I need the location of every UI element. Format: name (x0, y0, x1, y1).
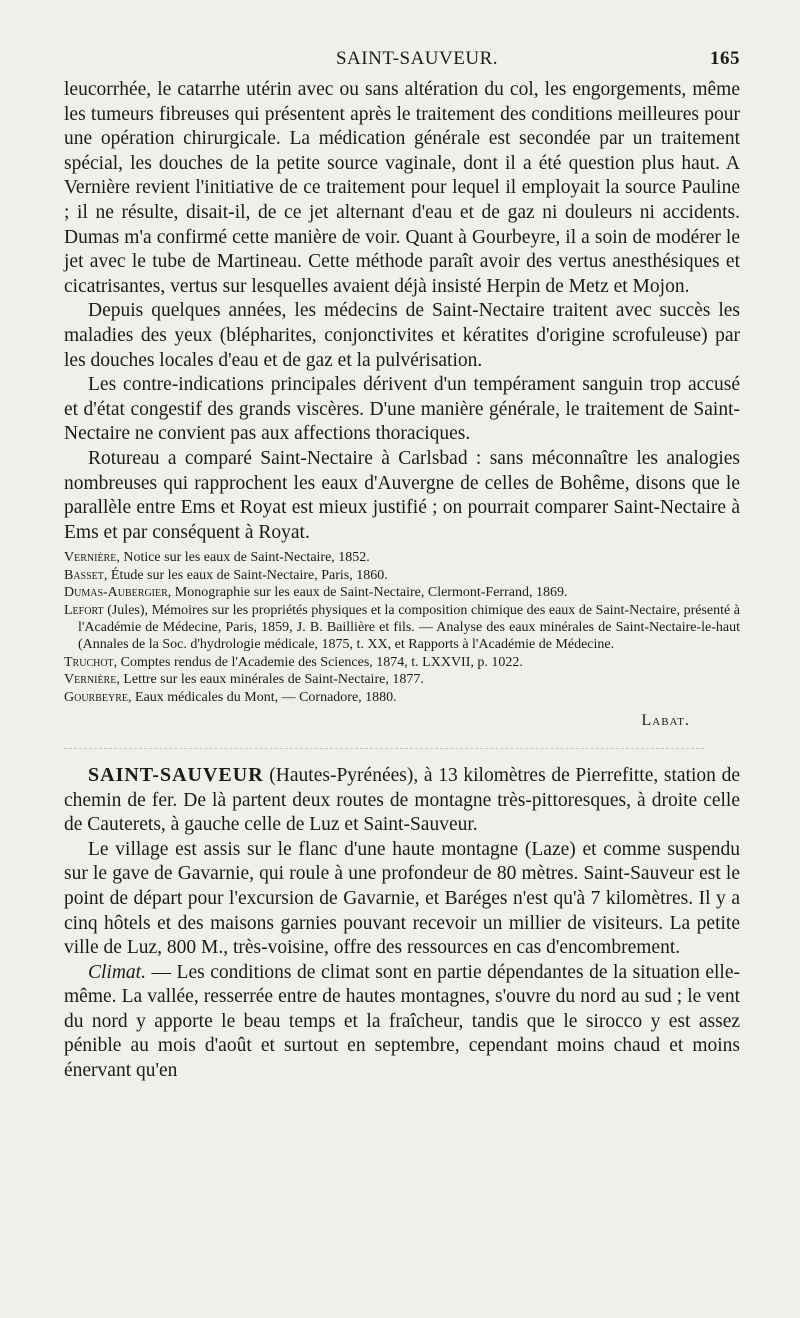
author-signature: Labat. (641, 711, 690, 729)
running-title: SAINT-SAUVEUR. (335, 48, 498, 69)
paragraph-3: Les contre-indications principales dérivent d'un tempérament sanguin trop accusé et d'état congestif des grands viscères. D'une manière générale, le traitement de Saint-Nectaire ne convient pas aux affections thoraciques. (64, 374, 740, 445)
section-divider (64, 748, 704, 749)
reference-item: Basset, Étude sur les eaux de Saint-Nectaire, Paris, 1860. (64, 567, 388, 583)
reference-item: Truchot, Comptes rendus de l'Academie des Sciences, 1874, t. LXXVII, p. 1022. (64, 654, 523, 670)
reference-item: Lefort (Jules), Mémoires sur les propriétés physiques et la composition chimique des eaux de Saint-Nectaire, présenté à l'Académie de Médecine, Paris, 1859, J. B. Baillière et fils. — Analyse des eaux minérales de Saint-Nectaire-le-haut (Annales de la Soc. d'hydrologie médicale, 1875, t. XX, et Rapports à l'Académie de Médecine. (64, 602, 740, 653)
entry-lead-paragraph: SAINT-SAUVEUR (Hautes-Pyrénées), à 13 kilomètres de Pierrefitte, station de chemin de fer. De là partent deux routes de montagne très-pittoresques, à droite celle de Cauterets, à gauche celle de Luz et Saint-Sauveur. (64, 763, 740, 836)
paragraph-1: leucorrhée, le catarrhe utérin avec ou sans altération du col, les engorgements, même les tumeurs fibreuses qui présentent après le traitement des conditions meilleures pour une opération chirurgicale. La médication générale est secondée par un traitement spécial, les douches de la petite source vaginale, dont il a été question plus haut. A Vernière revient l'initiative de ce traitement pour lequel il employait la source Pauline ; il ne résulte, disait-il, de ce jet alternant d'eau et de gaz ni douleurs ni accidents. Dumas m'a confirmé cette manière de voir. Quant à Gourbeyre, il a soin de modérer le jet avec le tube de Martineau. Cette méthode paraît avoir des vertus anesthésiques et cicatrisantes, vertus sur lesquelles avaient déjà insisté Herpin de Metz et Mojon. (64, 79, 740, 297)
reference-item: Dumas-Aubergier, Monographie sur les eaux de Saint-Nectaire, Clermont-Ferrand, 1869. (64, 585, 568, 601)
paragraph-4: Rotureau a comparé Saint-Nectaire à Carlsbad : sans méconnaître les analogies nombreuses qui rapprochent les eaux d'Auvergne de celles de Bohême, disons que le parallèle entre Ems et Royat est mieux justifié ; on pourrait comparer Saint-Nectaire à Ems et par conséquent à Royat. (64, 447, 740, 543)
climat-label: Climat. (88, 961, 146, 983)
reference-item: Vernière, Notice sur les eaux de Saint-Nectaire, 1852. (64, 550, 370, 566)
reference-item: Gourbeyre, Eaux médicales du Mont, — Cornadore, 1880. (64, 689, 397, 705)
page-header (64, 48, 740, 70)
paragraph-2: Depuis quelques années, les médecins de Saint-Nectaire traitent avec succès les maladies des yeux (blépharites, conjonctivites et kératites d'origine scrofuleuse) par les douches locales d'eau et de gaz et la pulvérisation. (64, 300, 740, 371)
page-number: 165 (710, 48, 740, 69)
entry-term: SAINT-SAUVEUR (88, 763, 264, 786)
entry-paragraph-2: Le village est assis sur le flanc d'une haute montagne (Laze) et comme suspendu sur le gave de Gavarnie, qui roule à une profondeur de 80 mètres. Saint-Sauveur est le point de départ pour l'excursion de Gavarnie, et Baréges n'est qu'à 7 kilomètres. Il y a cinq hôtels et des maisons garnies pouvant recevoir un millier de visiteurs. La petite ville de Luz, 800 M., très-voisine, offre des ressources en cas d'encombrement. (64, 838, 740, 959)
reference-item: Vernière, Lettre sur les eaux minérales de Saint-Nectaire, 1877. (64, 672, 424, 688)
entry-climat-paragraph: Climat. — Les conditions de climat sont en partie dépendantes de la situation elle-même. La vallée, resserrée entre de hautes montagnes, s'ouvre du nord au sud ; le vent du nord y apporte le beau temps et la fraîcheur, tandis que le sirocco y est assez pénible au mois d'août et surtout en septembre, cependant moins chaud et moins énervant qu'en (64, 961, 740, 1082)
bibliography (64, 549, 740, 706)
